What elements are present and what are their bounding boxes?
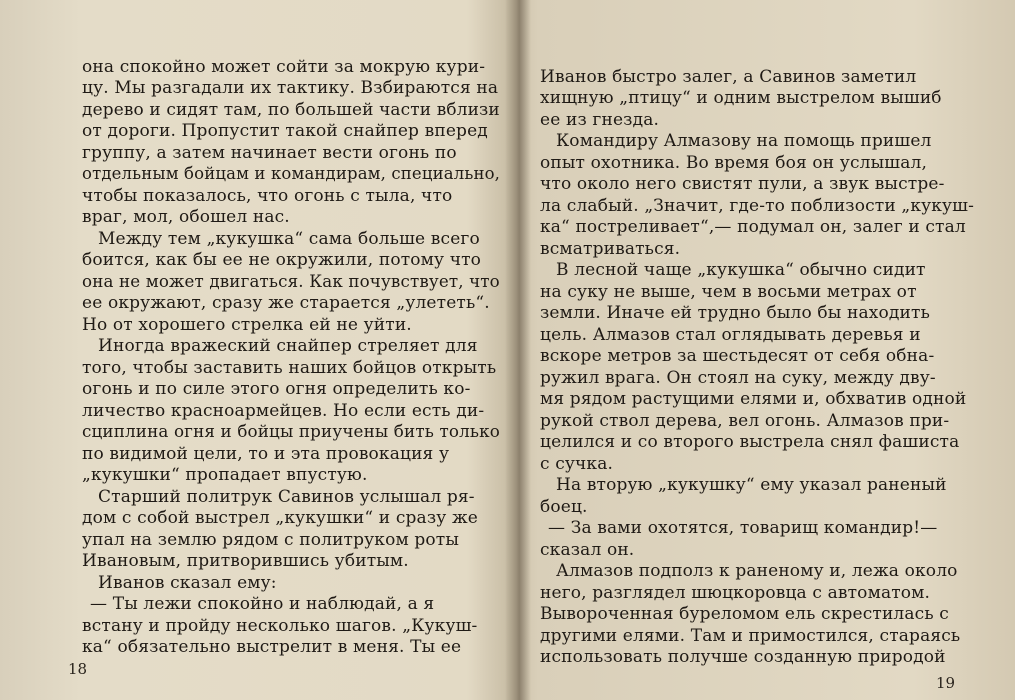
text-line: огонь и по силе этого огня определить ко- (82, 379, 471, 399)
text-line: чтобы показалось, что огонь с тыла, что (82, 186, 453, 206)
text-line: боец. (540, 497, 588, 517)
text-line: В лесной чаще „кукушка“ обычно сидит (556, 260, 926, 280)
text-line: Ивановым, притворившись убитым. (82, 551, 409, 571)
text-line: опыт охотника. Во время боя он услышал, (540, 153, 928, 173)
text-line: группу, а затем начинает вести огонь по (82, 143, 457, 163)
text-line: рукой ствол дерева, вел огонь. Алмазов при- (540, 411, 950, 431)
text-line: она спокойно может сойти за мокрую кури- (82, 57, 486, 77)
text-line: боится, как бы ее не окружили, потому что (82, 250, 482, 270)
text-line: встану и пройду несколько шагов. „Кукуш- (82, 616, 478, 636)
text-line: использовать получше созданную природой (540, 647, 946, 667)
text-line: цу. Мы разгадали их тактику. Взбираются на (82, 78, 499, 98)
text-line: враг, мол, обошел нас. (82, 207, 290, 227)
page-number: 18 (68, 660, 88, 678)
text-line: Вывороченная буреломом ель скрестилась с (540, 604, 949, 624)
text-line: другими елями. Там и примостился, стараясь (540, 626, 961, 646)
text-line: она не может двигаться. Как почувствует, что (82, 272, 500, 292)
text-line: Иванов быстро залег, а Савинов заметил (540, 67, 917, 87)
text-line: дом с собой выстрел „кукушки“ и сразу же (82, 508, 478, 528)
text-line: него, разглядел шюцкоровца с автоматом. (540, 583, 931, 603)
text-line: земли. Иначе ей трудно было бы находить (540, 303, 930, 323)
text-line: цель. Алмазов стал оглядывать деревья и (540, 325, 921, 345)
text-line: вскоре метров за шестьдесят от себя обна- (540, 346, 935, 366)
text-line: Между тем „кукушка“ сама больше всего (98, 229, 480, 249)
text-line: ла слабый. „Значит, где-то поблизости „кукуш- (540, 196, 975, 216)
text-line: мя рядом растущими елями и, обхватив одной (540, 389, 967, 409)
text-line: ка“ постреливает“,— подумал он, залег и стал (540, 217, 966, 237)
text-line: — За вами охотятся, товарищ командир!— (548, 518, 938, 538)
text-line: Иногда вражеский снайпер стреляет для (98, 336, 478, 356)
text-line: Иванов сказал ему: (98, 573, 277, 593)
text-line: „кукушки“ пропадает впустую. (82, 465, 368, 485)
text-line: ее из гнезда. (540, 110, 660, 130)
text-line: того, чтобы заставить наших бойцов открыть (82, 358, 497, 378)
text-line: хищную „птицу“ и одним выстрелом вышиб (540, 88, 942, 108)
text-line: целился и со второго выстрела снял фашиста (540, 432, 960, 452)
text-line: дерево и сидят там, по большей части вблизи (82, 100, 500, 120)
text-line: упал на землю рядом с политруком роты (82, 530, 460, 550)
text-line: от дороги. Пропустит такой снайпер вперед (82, 121, 488, 141)
text-line: всматриваться. (540, 239, 681, 259)
text-line: по видимой цели, то и эта провокация у (82, 444, 450, 464)
text-line: с сучка. (540, 454, 614, 474)
text-line: Но от хорошего стрелка ей не уйти. (82, 315, 412, 335)
text-line: что около него свистят пули, а звук выстре- (540, 174, 945, 194)
right-page (520, 0, 1015, 700)
text-line: ка“ обязательно выстрелит в меня. Ты ее (82, 637, 462, 657)
text-line: Командиру Алмазову на помощь пришел (556, 131, 932, 151)
text-line: сказал он. (540, 540, 635, 560)
text-line: Старший политрук Савинов услышал ря- (98, 487, 475, 507)
text-line: Алмазов подполз к раненому и, лежа около (556, 561, 958, 581)
text-line: сциплина огня и бойцы приучены бить только (82, 422, 500, 442)
text-line: ружил врага. Он стоял на суку, между дву- (540, 368, 936, 388)
text-line: на суку не выше, чем в восьми метрах от (540, 282, 917, 302)
text-line: — Ты лежи спокойно и наблюдай, а я (90, 594, 435, 614)
text-line: На вторую „кукушку“ ему указал раненый (556, 475, 947, 495)
text-line: ее окружают, сразу же старается „улететь“. (82, 293, 490, 313)
page-number: 19 (936, 674, 956, 692)
text-line: личество красноармейцев. Но если есть ди- (82, 401, 485, 421)
text-line: отдельным бойцам и командирам, специально, (82, 164, 501, 184)
